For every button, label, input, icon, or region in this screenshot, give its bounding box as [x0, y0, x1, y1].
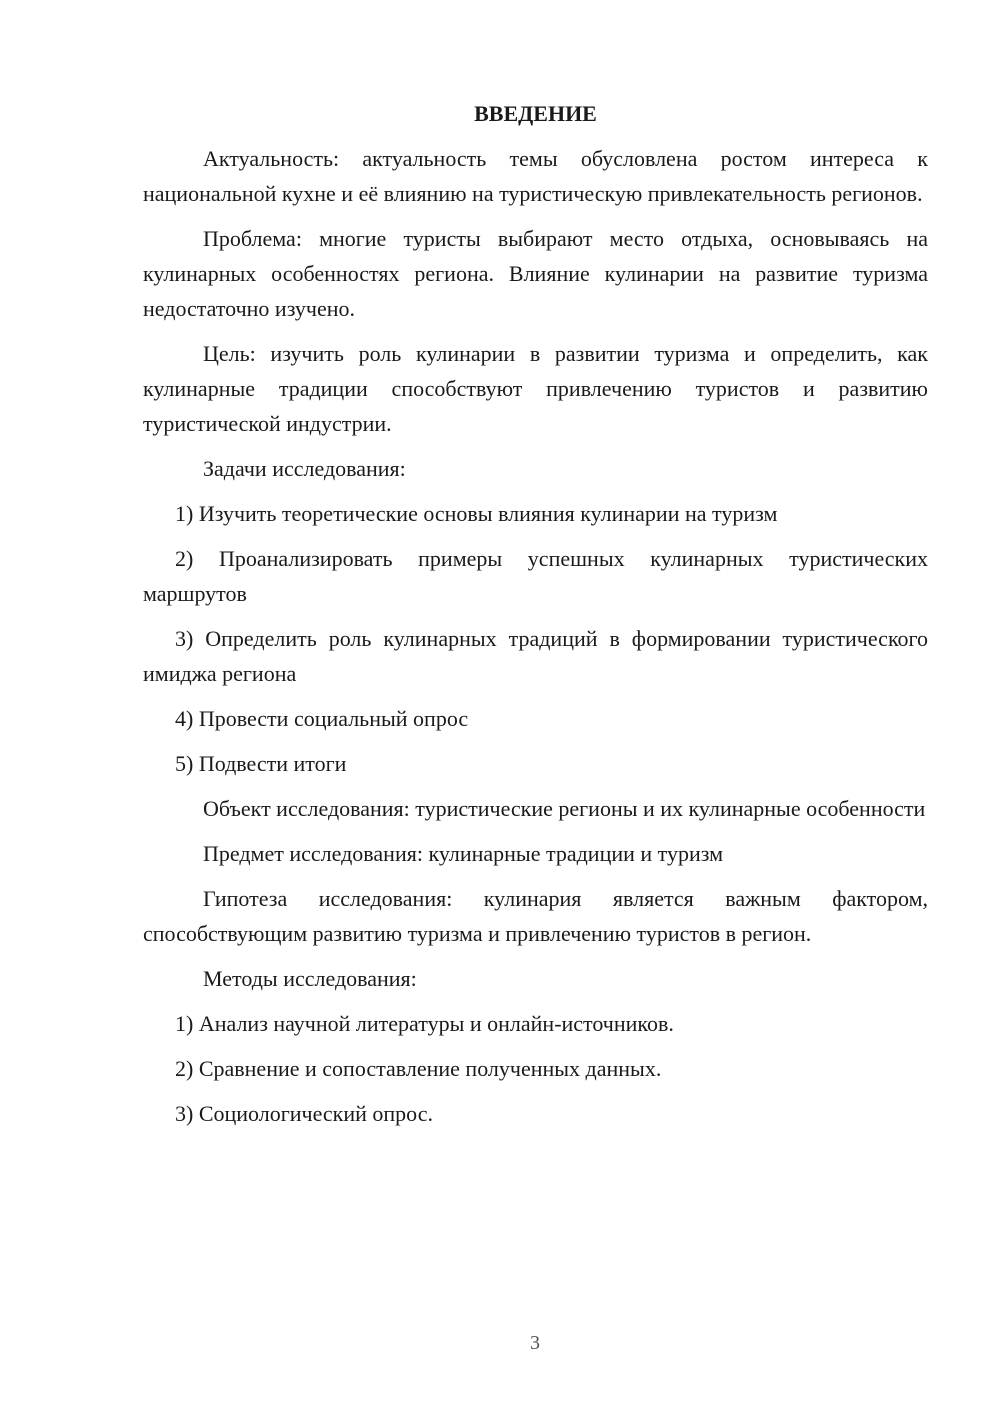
task-item: 4) Провести социальный опрос [175, 706, 469, 731]
method-item: 2) Сравнение и сопоставление полученных данных. [175, 1056, 662, 1081]
page-body [143, 96, 928, 1141]
subject-paragraph: Предмет исследования: кулинарные традиции и туризм [203, 841, 724, 866]
method-item: 3) Социологический опрос. [175, 1101, 433, 1126]
task-item: 1) Изучить теоретические основы влияния кулинарии на туризм [175, 501, 778, 526]
relevance-paragraph: Актуальность: актуальность темы обусловлена ростом интереса к национальной кухне и её влиянию на туристическую привлекательность регионов. [143, 146, 928, 206]
task-item: 3) Определить роль кулинарных традиций в формировании туристического имиджа региона [143, 626, 928, 686]
hypothesis-paragraph: Гипотеза исследования: кулинария является важным фактором, способствующим развитию туризма и привлечению туристов в регион. [143, 886, 928, 946]
methods-list [143, 1006, 928, 1131]
task-item: 5) Подвести итоги [175, 751, 347, 776]
object-paragraph: Объект исследования: туристические регионы и их кулинарные особенности [203, 796, 926, 821]
tasks-heading: Задачи исследования: [203, 456, 406, 481]
problem-paragraph: Проблема: многие туристы выбирают место отдыха, основываясь на кулинарных особенностях региона. Влияние кулинарии на развитие туризма недостаточно изучено. [143, 226, 928, 321]
method-item: 1) Анализ научной литературы и онлайн-источников. [175, 1011, 674, 1036]
task-item: 2) Проанализировать примеры успешных кулинарных туристических маршрутов [143, 546, 928, 606]
page-number: 3 [530, 1332, 540, 1354]
section-title: ВВЕДЕНИЕ [474, 101, 597, 126]
tasks-list [143, 496, 928, 781]
methods-heading: Методы исследования: [203, 966, 417, 991]
goal-paragraph: Цель: изучить роль кулинарии в развитии туризма и определить, как кулинарные традиции способствуют привлечению туристов и развитию туристической индустрии. [143, 341, 928, 436]
